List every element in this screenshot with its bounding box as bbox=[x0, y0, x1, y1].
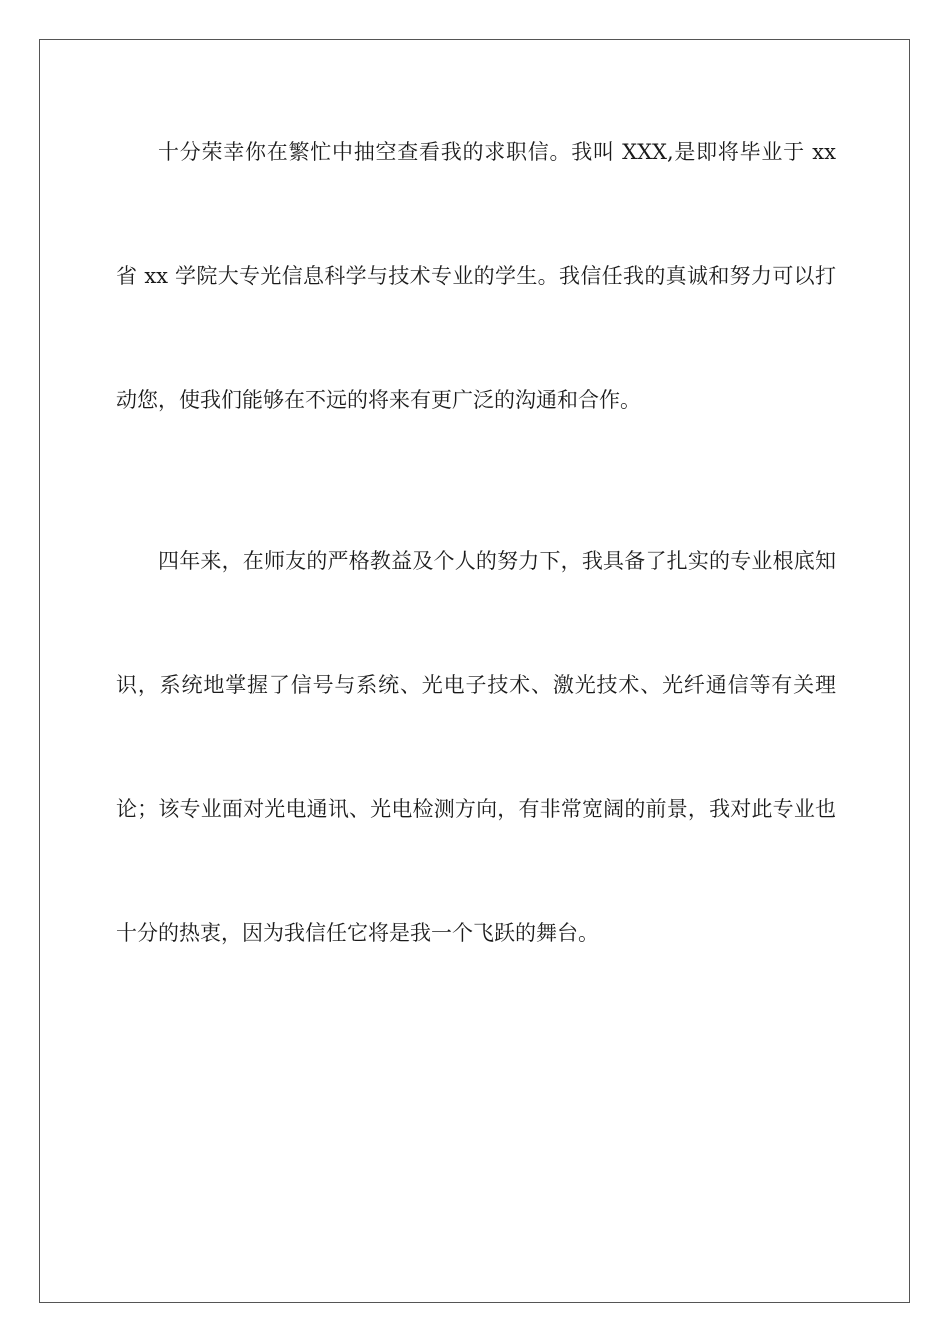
paragraph-introduction: 十分荣幸你在繁忙中抽空查看我的求职信。我叫 XXX,是即将毕业于 xx 省 xx 学院大专光信息科学与技术专业的学生。我信任我的真诚和努力可以打动您，使我们能够在不远的将来有更广泛的沟通和合作。 bbox=[116, 140, 836, 412]
letter-body bbox=[116, 128, 836, 1032]
paragraph-qualifications: 四年来，在师友的严格教益及个人的努力下，我具备了扎实的专业根底知识，系统地掌握了信号与系统、光电子技术、激光技术、光纤通信等有关理论；该专业面对光电通讯、光电检测方向，有非常宽阔的前景，我对此专业也十分的热衷，因为我信任它将是我一个飞跃的舞台。 bbox=[116, 549, 836, 945]
